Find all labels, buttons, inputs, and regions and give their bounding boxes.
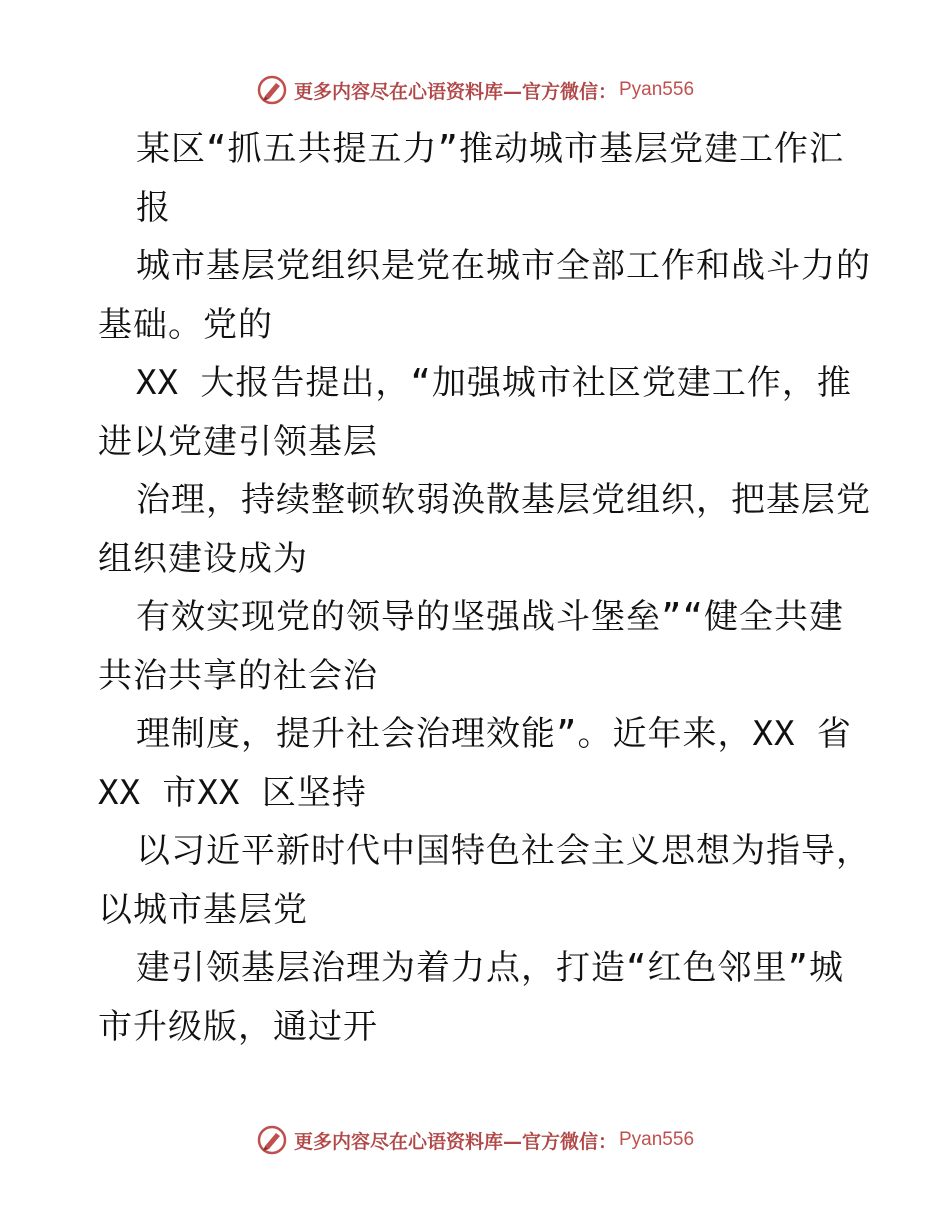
doc-line: 城市基层党组织是党在城市全部工作和战斗力的	[136, 246, 871, 286]
header-banner	[0, 70, 950, 110]
pen-logo-icon	[256, 1124, 288, 1156]
doc-line: 组织建设成为	[98, 538, 308, 579]
doc-line: 以城市基层党	[98, 889, 308, 930]
doc-line: XX 大报告提出，“加强城市社区党建工作，推	[136, 363, 852, 403]
doc-line: 建引领基层治理为着力点，打造“红色邻里”城	[136, 948, 844, 988]
doc-line: 以习近平新时代中国特色社会主义思想为指导，	[136, 831, 871, 871]
header-banner-contact: Pyan556	[619, 79, 695, 100]
footer-banner-text: 更多内容尽在心语资料库—官方微信：	[293, 1130, 617, 1153]
doc-line: XX 市XX 区坚持	[98, 772, 367, 813]
doc-line: 共治共享的社会治	[98, 655, 378, 696]
footer-banner-contact: Pyan556	[619, 1129, 695, 1150]
doc-line: 治理，持续整顿软弱涣散基层党组织，把基层党	[136, 480, 871, 520]
doc-line: 市升级版，通过开	[98, 1006, 378, 1047]
document-body	[98, 120, 871, 1056]
doc-line: 某区“抓五共提五力”推动城市基层党建工作汇	[136, 129, 844, 169]
doc-line: 基础。党的	[98, 304, 273, 345]
doc-line: 理制度，提升社会治理效能”。近年来，XX 省	[136, 714, 852, 754]
doc-line: 有效实现党的领导的坚强战斗堡垒”“健全共建	[136, 597, 844, 637]
pen-logo-icon	[256, 74, 288, 106]
header-banner-text: 更多内容尽在心语资料库—官方微信：	[293, 80, 617, 103]
footer-banner	[0, 1120, 950, 1160]
doc-line: 报	[136, 187, 171, 228]
doc-line: 进以党建引领基层	[98, 421, 378, 462]
